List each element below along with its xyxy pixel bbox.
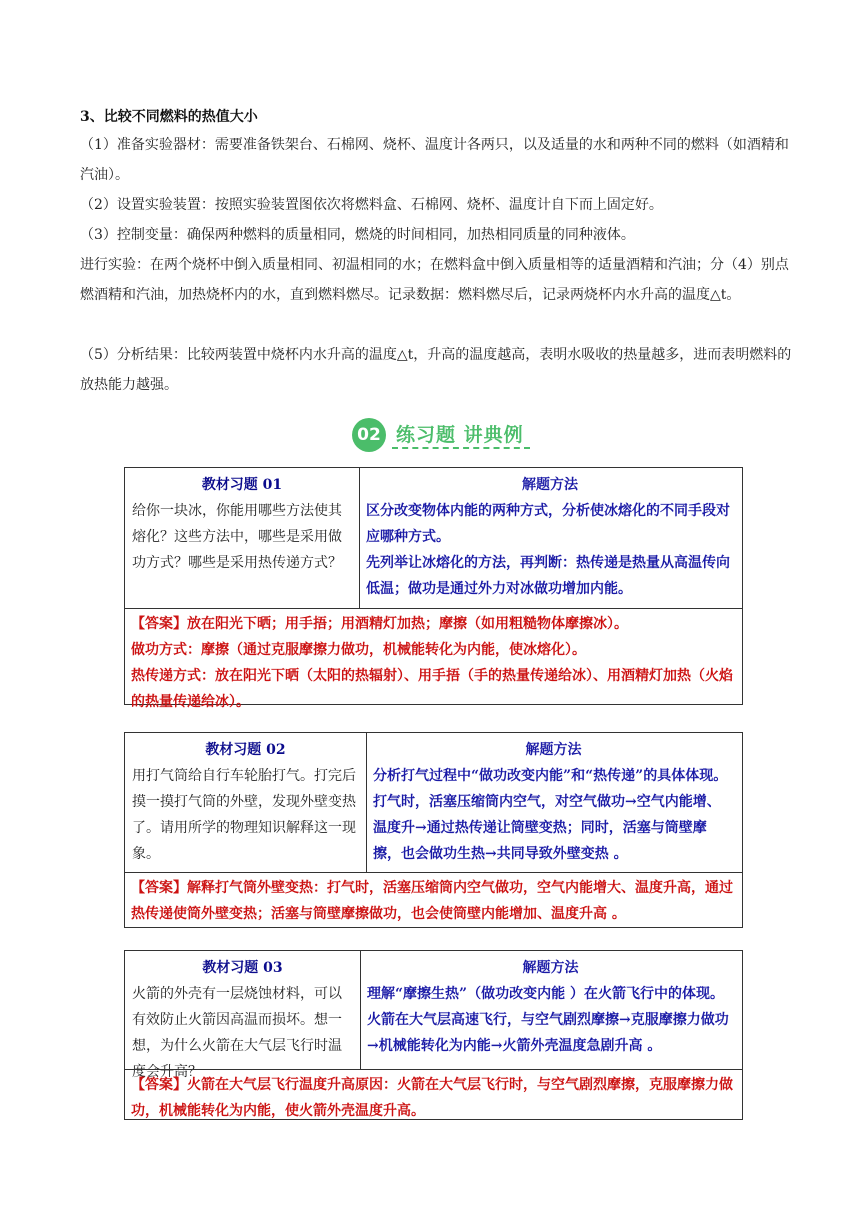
section-banner <box>352 416 542 452</box>
paragraph-step-1: （1）准备实验器材：需要准备铁架台、石棉网、烧杯、温度计各两只，以及适量的水和两种不同的燃料（如酒精和汽油）。 <box>80 137 789 183</box>
answer-cell <box>125 608 742 710</box>
exercise-question-cell <box>125 733 367 873</box>
method-cell <box>359 951 742 1070</box>
method-title: 解题方法 <box>525 742 582 758</box>
method-line: 先列举让冰熔化的方法，再判断：热传递是热量从高温传向低温；做功是通过外力对冰做功增加内能。 <box>366 555 730 597</box>
exercise-question: 火箭的外壳有一层烧蚀材料，可以有效防止火箭因高温而损坏。想一想，为什么火箭在大气层飞行时温度会升高？ <box>132 986 342 1080</box>
exercise-box-2 <box>124 732 743 928</box>
banner-title: 练习题 讲典例 <box>396 424 524 446</box>
section-number-badge: 02 <box>352 418 386 452</box>
answer-line: 热传递方式：放在阳光下晒（太阳的热辐射）、用手捂（手的热量传递给冰）、用酒精灯加热（火焰的热量传递给冰）。 <box>131 668 733 710</box>
method-cell <box>358 468 742 609</box>
paragraph-step-4: 进行实验：在两个烧杯中倒入质量相同、初温相同的水；在燃料盒中倒入质量相等的适量酒精和汽油；分（4）别点燃酒精和汽油，加热烧杯内的水，直到燃料燃尽。记录数据：燃料燃尽后，记录两烧杯内水升高的温度△t。 <box>80 257 789 303</box>
paragraph-step-2: （2）设置实验装置：按照实验装置图依次将燃料盒、石棉网、烧杯、温度计自下而上固定好。 <box>80 197 663 213</box>
answer-cell <box>125 1069 742 1121</box>
method-line: 火箭在大气层高速飞行，与空气剧烈摩擦→克服摩擦力做功→机械能转化为内能→火箭外壳温度急剧升高 。 <box>367 1012 729 1054</box>
exercise-question-cell <box>125 468 360 609</box>
answer-line: 做功方式：摩擦（通过克服摩擦力做功，机械能转化为内能，使冰熔化）。 <box>131 642 586 658</box>
method-cell <box>365 733 742 873</box>
exercise-box-1 <box>124 467 743 710</box>
exercise-question-cell <box>125 951 361 1080</box>
banner-underline <box>392 447 530 449</box>
answer-line: 【答案】火箭在大气层飞行温度升高原因：火箭在大气层飞行时，与空气剧烈摩擦，克服摩擦力做功，机械能转化为内能，使火箭外壳温度升高。 <box>131 1077 733 1119</box>
answer-cell <box>125 872 742 929</box>
answer-line: 【答案】解释打气筒外壁变热：打气时，活塞压缩筒内空气做功，空气内能增大、温度升高，通过热传递使筒外壁变热；活塞与筒壁摩擦做功，也会使筒壁内能增加、温度升高 。 <box>131 880 733 922</box>
exercise-box-3 <box>124 950 743 1120</box>
paragraph-step-5: （5）分析结果：比较两装置中烧杯内水升高的温度△t，升高的温度越高，表明水吸收的热量越多，进而表明燃料的放热能力越强。 <box>80 347 792 393</box>
exercise-question: 用打气筒给自行车轮胎打气。打完后摸一摸打气筒的外壁，发现外壁变热了。请用所学的物理知识解释这一现象。 <box>132 768 356 862</box>
exercise-title: 教材习题 03 <box>202 960 283 976</box>
method-title: 解题方法 <box>522 960 579 976</box>
method-line: 分析打气过程中“做功改变内能”和“热传递”的具体体现。 <box>373 768 728 784</box>
exercise-title: 教材习题 02 <box>205 742 286 758</box>
section-heading: 3、比较不同燃料的热值大小 <box>80 109 258 125</box>
exercise-title: 教材习题 01 <box>201 477 283 493</box>
paragraph-step-3: （3）控制变量：确保两种燃料的质量相同，燃烧的时间相同，加热相同质量的同种液体。 <box>80 227 635 243</box>
answer-line: 【答案】放在阳光下晒；用手捂；用酒精灯加热；摩擦（如用粗糙物体摩擦冰）。 <box>131 616 628 632</box>
method-line: 打气时，活塞压缩筒内空气，对空气做功→空气内能增、温度升→通过热传递让筒壁变热；同时，活塞与筒壁摩擦，也会做功生热→共同导致外壁变热 。 <box>373 794 721 862</box>
exercise-question: 给你一块冰，你能用哪些方法使其熔化？这些方法中，哪些是采用做功方式？哪些是采用热传递方式？ <box>132 503 342 571</box>
method-line: 理解“摩擦生热”（做功改变内能 ）在火箭飞行中的体现。 <box>367 986 724 1002</box>
method-title: 解题方法 <box>522 477 578 493</box>
method-line: 区分改变物体内能的两种方式，分析使冰熔化的不同手段对应哪种方式。 <box>366 503 730 545</box>
